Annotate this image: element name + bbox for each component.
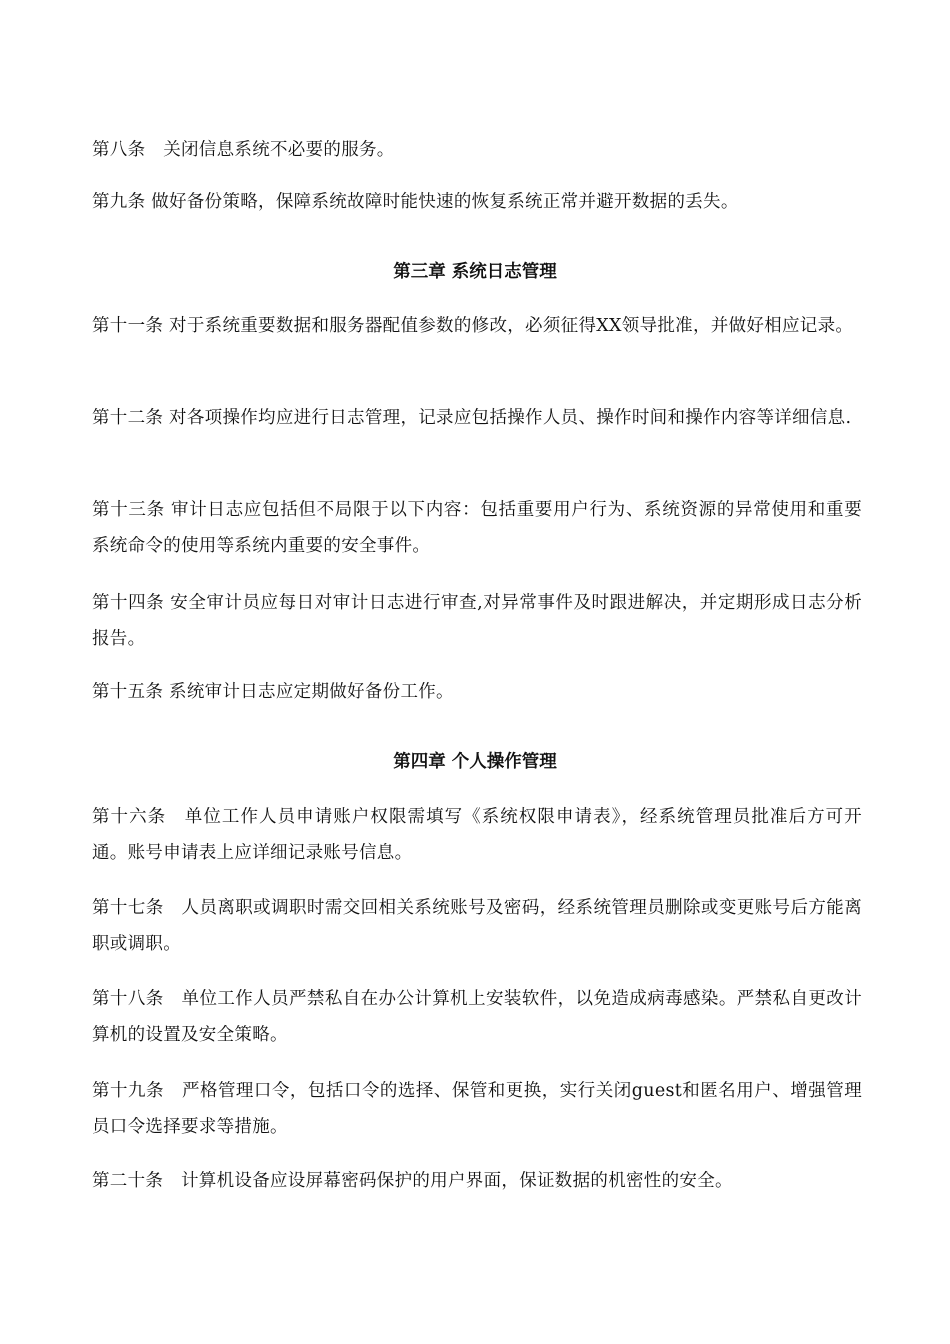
article-13: 第十三条 审计日志应包括但不局限于以下内容：包括重要用户行为、系统资源的异常使用和重要系统命令的使用等系统内重要的安全事件。 xyxy=(92,500,862,556)
article-18: 第十八条 单位工作人员严禁私自在办公计算机上安装软件，以免造成病毒感染。严禁私自更改计算机的设置及安全策略。 xyxy=(92,989,862,1045)
article-12: 第十二条 对各项操作均应进行日志管理，记录应包括操作人员、操作时间和操作内容等详细信息. xyxy=(92,408,852,428)
article-15: 第十五条 系统审计日志应定期做好备份工作。 xyxy=(92,682,454,702)
article-20: 第二十条 计算机设备应设屏幕密码保护的用户界面，保证数据的机密性的安全。 xyxy=(92,1171,733,1191)
article-11: 第十一条 对于系统重要数据和服务器配值参数的修改，必须征得XX领导批准，并做好相应记录。 xyxy=(92,316,854,336)
chapter-4-title: 第四章 个人操作管理 xyxy=(393,752,557,772)
article-16: 第十六条 单位工作人员申请账户权限需填写《系统权限申请表》，经系统管理员批准后方可开通。账号申请表上应详细记录账号信息。 xyxy=(92,807,862,863)
article-19: 第十九条 严格管理口令，包括口令的选择、保管和更换，实行关闭guest和匿名用户、增强管理员口令选择要求等措施。 xyxy=(92,1081,862,1137)
article-9: 第九条 做好备份策略，保障系统故障时能快速的恢复系统正常并避开数据的丢失。 xyxy=(92,192,739,212)
article-17: 第十七条 人员离职或调职时需交回相关系统账号及密码，经系统管理员删除或变更账号后方能离职或调职。 xyxy=(92,898,862,954)
article-8: 第八条 关闭信息系统不必要的服务。 xyxy=(92,140,395,160)
chapter-3-title: 第三章 系统日志管理 xyxy=(393,262,557,282)
article-14: 第十四条 安全审计员应每日对审计日志进行审查,对异常事件及时跟进解决，并定期形成日志分析报告。 xyxy=(92,593,862,649)
